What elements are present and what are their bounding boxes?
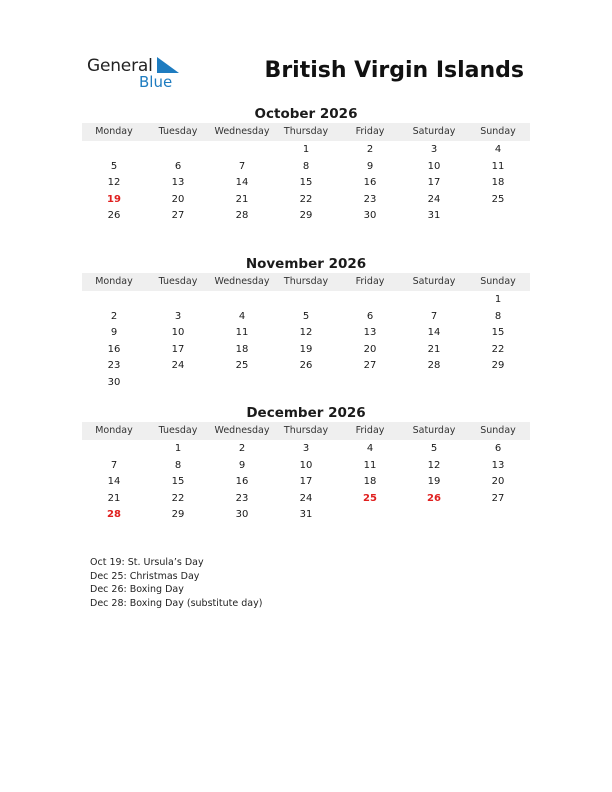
day-cell: 19 bbox=[107, 193, 121, 205]
weekday-label: Saturday bbox=[412, 126, 456, 137]
day-cell: 31 bbox=[299, 509, 313, 521]
day-cell: 30 bbox=[235, 509, 249, 521]
holiday-item: Oct 19: St. Ursula’s Day bbox=[90, 557, 204, 568]
weekday-label: Sunday bbox=[480, 425, 516, 436]
weekday-label: Tuesday bbox=[158, 126, 198, 137]
day-cell: 11 bbox=[235, 327, 249, 339]
day-cell: 23 bbox=[363, 193, 377, 205]
weekday-label: Monday bbox=[95, 276, 133, 287]
day-cell: 7 bbox=[110, 459, 118, 471]
weekday-label: Thursday bbox=[283, 425, 329, 436]
day-cell: 9 bbox=[366, 160, 374, 172]
day-cell: 28 bbox=[107, 509, 121, 521]
day-cell: 31 bbox=[427, 210, 441, 222]
holiday-item: Dec 25: Christmas Day bbox=[90, 570, 200, 582]
month-calendar-december bbox=[82, 404, 530, 524]
day-cell: 14 bbox=[235, 177, 249, 189]
weekday-header bbox=[82, 422, 530, 440]
day-cell: 18 bbox=[363, 476, 377, 488]
day-cell: 23 bbox=[107, 360, 121, 372]
day-cell: 4 bbox=[238, 310, 246, 322]
day-cell: 26 bbox=[427, 492, 441, 504]
day-cell: 25 bbox=[491, 193, 505, 205]
day-cell: 26 bbox=[107, 210, 121, 222]
month-calendar-october bbox=[82, 105, 530, 225]
day-cell: 1 bbox=[302, 144, 310, 155]
day-cell: 4 bbox=[366, 443, 374, 454]
weekday-label: Tuesday bbox=[158, 276, 198, 287]
weekday-label: Thursday bbox=[283, 276, 329, 287]
empty-day-cell bbox=[146, 375, 210, 392]
weekday-label: Sunday bbox=[480, 276, 516, 287]
day-cell: 10 bbox=[171, 327, 185, 339]
weekday-header bbox=[82, 273, 530, 291]
weekday-label: Monday bbox=[95, 425, 133, 436]
day-cell: 6 bbox=[494, 443, 502, 454]
day-cell: 25 bbox=[235, 360, 249, 372]
day-cell: 2 bbox=[366, 144, 374, 155]
empty-day-cell bbox=[210, 375, 274, 392]
day-cell: 5 bbox=[110, 160, 118, 172]
day-cell: 16 bbox=[235, 476, 249, 488]
empty-day-cell bbox=[82, 441, 146, 458]
day-cell: 24 bbox=[299, 492, 313, 504]
weekday-label: Wednesday bbox=[214, 425, 270, 436]
logo-word-general: General bbox=[87, 56, 153, 76]
day-cell: 13 bbox=[491, 459, 505, 471]
day-cell: 11 bbox=[491, 160, 505, 172]
weekday-label: Saturday bbox=[412, 425, 456, 436]
day-cell: 22 bbox=[171, 492, 185, 504]
day-cell: 18 bbox=[235, 343, 249, 355]
day-cell: 17 bbox=[299, 476, 313, 488]
day-cell: 29 bbox=[299, 210, 313, 222]
weekday-label: Sunday bbox=[480, 126, 516, 137]
empty-day-cell bbox=[338, 292, 402, 309]
day-cell: 21 bbox=[235, 193, 249, 205]
empty-day-cell bbox=[402, 375, 466, 392]
logo-triangle-icon bbox=[157, 57, 179, 73]
day-cell: 13 bbox=[171, 177, 185, 189]
day-cell: 3 bbox=[174, 310, 182, 322]
empty-day-cell bbox=[82, 292, 146, 309]
day-cell: 28 bbox=[427, 360, 441, 372]
weekday-label: Monday bbox=[95, 126, 133, 137]
empty-day-cell bbox=[146, 292, 210, 309]
day-cell: 8 bbox=[302, 160, 310, 172]
day-cell: 12 bbox=[299, 327, 313, 339]
day-cell: 18 bbox=[491, 177, 505, 189]
day-cell: 9 bbox=[110, 327, 118, 339]
day-cell: 27 bbox=[171, 210, 185, 222]
empty-day-cell bbox=[274, 375, 338, 392]
day-cell: 3 bbox=[302, 443, 310, 454]
day-cell: 12 bbox=[427, 459, 441, 471]
empty-day-cell bbox=[402, 292, 466, 309]
day-cell: 10 bbox=[427, 160, 441, 172]
day-cell: 13 bbox=[363, 327, 377, 339]
day-grid bbox=[82, 292, 530, 392]
day-cell: 6 bbox=[174, 160, 182, 172]
day-cell: 3 bbox=[430, 144, 438, 155]
day-grid bbox=[82, 441, 530, 524]
empty-day-cell bbox=[402, 507, 466, 524]
month-title: October 2026 bbox=[254, 106, 358, 122]
weekday-label: Friday bbox=[355, 276, 385, 287]
holiday-list bbox=[90, 556, 262, 610]
weekday-label: Friday bbox=[355, 425, 385, 436]
day-cell: 29 bbox=[491, 360, 505, 372]
empty-day-cell bbox=[466, 208, 530, 225]
weekday-label: Tuesday bbox=[158, 425, 198, 436]
empty-day-cell bbox=[274, 292, 338, 309]
day-cell: 27 bbox=[363, 360, 377, 372]
day-cell: 28 bbox=[235, 210, 249, 222]
weekday-label: Wednesday bbox=[214, 126, 270, 137]
day-cell: 24 bbox=[171, 360, 185, 372]
day-cell: 6 bbox=[366, 310, 374, 322]
day-cell: 2 bbox=[238, 443, 246, 454]
day-cell: 11 bbox=[363, 459, 377, 471]
day-cell: 14 bbox=[427, 327, 441, 339]
weekday-label: Wednesday bbox=[214, 276, 270, 287]
day-cell: 19 bbox=[299, 343, 313, 355]
day-cell: 24 bbox=[427, 193, 441, 205]
empty-day-cell bbox=[338, 375, 402, 392]
month-title: December 2026 bbox=[246, 405, 366, 421]
day-cell: 12 bbox=[107, 177, 121, 189]
brand-logo bbox=[87, 56, 187, 92]
month-title: November 2026 bbox=[245, 256, 367, 272]
empty-day-cell bbox=[210, 292, 274, 309]
weekday-label: Thursday bbox=[283, 126, 329, 137]
day-cell: 15 bbox=[171, 476, 185, 488]
empty-day-cell bbox=[146, 142, 210, 159]
day-cell: 1 bbox=[494, 294, 502, 305]
day-cell: 7 bbox=[238, 160, 246, 172]
day-cell: 22 bbox=[491, 343, 505, 355]
day-cell: 20 bbox=[171, 193, 185, 205]
day-cell: 20 bbox=[363, 343, 377, 355]
day-cell: 16 bbox=[363, 177, 377, 189]
empty-day-cell bbox=[466, 507, 530, 524]
day-cell: 25 bbox=[363, 492, 377, 504]
empty-day-cell bbox=[466, 375, 530, 392]
day-cell: 27 bbox=[491, 492, 505, 504]
day-cell: 23 bbox=[235, 492, 249, 504]
day-cell: 22 bbox=[299, 193, 313, 205]
day-cell: 29 bbox=[171, 509, 185, 521]
day-cell: 9 bbox=[238, 459, 246, 471]
page-title: British Virgin Islands bbox=[264, 58, 524, 83]
holiday-item: Dec 26: Boxing Day bbox=[90, 584, 184, 596]
empty-day-cell bbox=[338, 507, 402, 524]
day-cell: 26 bbox=[299, 360, 313, 372]
day-cell: 21 bbox=[107, 492, 121, 504]
holiday-item: Dec 28: Boxing Day (substitute day) bbox=[90, 597, 263, 609]
day-cell: 7 bbox=[430, 310, 438, 322]
day-cell: 17 bbox=[171, 343, 185, 355]
day-cell: 30 bbox=[107, 376, 121, 388]
empty-day-cell bbox=[210, 142, 274, 159]
day-cell: 15 bbox=[491, 327, 505, 339]
day-cell: 1 bbox=[174, 443, 182, 454]
day-cell: 10 bbox=[299, 459, 313, 471]
weekday-header bbox=[82, 123, 530, 141]
day-cell: 8 bbox=[494, 310, 502, 322]
logo-word-blue: Blue bbox=[139, 73, 173, 91]
day-cell: 5 bbox=[430, 443, 438, 454]
day-cell: 16 bbox=[107, 343, 121, 355]
day-cell: 15 bbox=[299, 177, 313, 189]
day-cell: 19 bbox=[427, 476, 441, 488]
day-cell: 2 bbox=[110, 310, 118, 322]
day-cell: 14 bbox=[107, 476, 121, 488]
day-cell: 4 bbox=[494, 144, 502, 155]
weekday-label: Saturday bbox=[412, 276, 456, 287]
day-cell: 8 bbox=[174, 459, 182, 471]
empty-day-cell bbox=[82, 142, 146, 159]
day-cell: 21 bbox=[427, 343, 441, 355]
day-cell: 5 bbox=[302, 310, 310, 322]
day-cell: 20 bbox=[491, 476, 505, 488]
weekday-label: Friday bbox=[355, 126, 385, 137]
day-cell: 30 bbox=[363, 210, 377, 222]
day-grid bbox=[82, 142, 530, 225]
day-cell: 17 bbox=[427, 177, 441, 189]
month-calendar-november bbox=[82, 255, 530, 392]
